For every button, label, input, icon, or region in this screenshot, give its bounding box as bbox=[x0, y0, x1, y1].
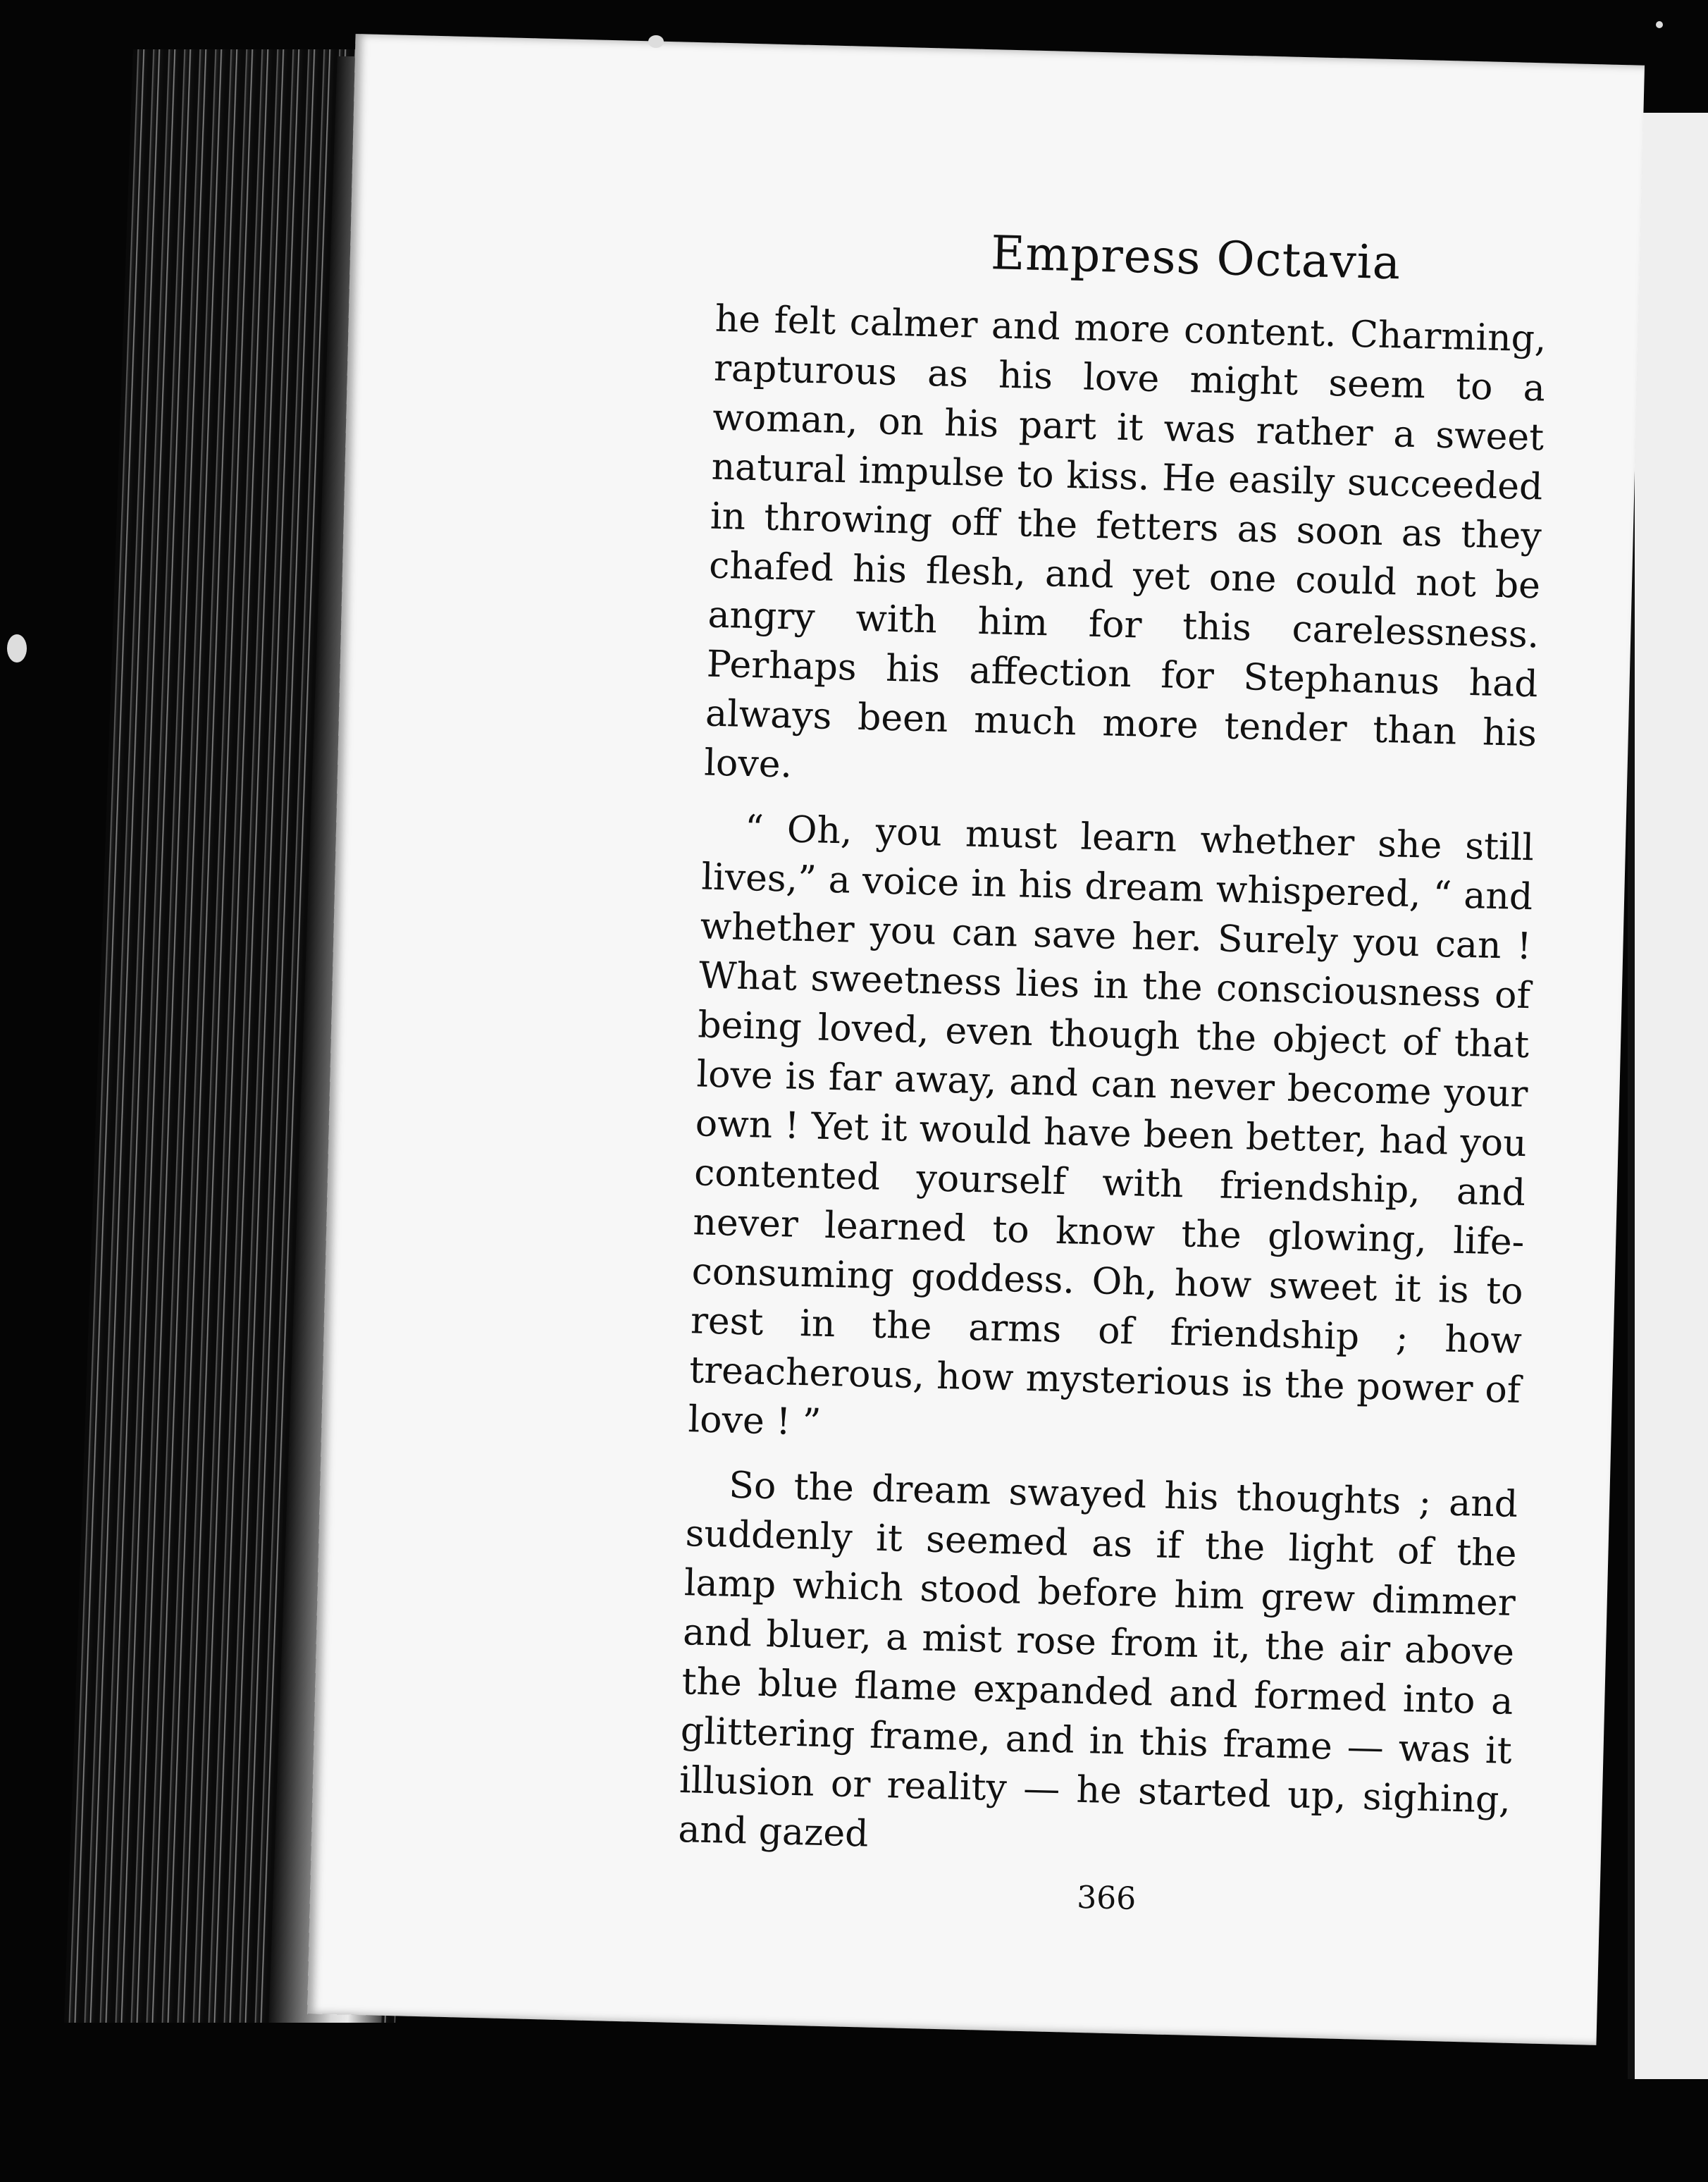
running-title: Empress Octavia bbox=[990, 226, 1402, 290]
scan-speck bbox=[648, 35, 664, 48]
paragraph-1: he felt calmer and more content. Charming, rapturous as his love might seem to a woman, on his part it was rather a sweet natural impulse to kiss. He easily succeeded in throwing off the fetters as soon as they chafed his flesh, and yet one could not be angry with him for this carelessness. Perhaps his affection for Stephanus had always been much more tender than his love. bbox=[703, 297, 1547, 787]
page-number: 366 bbox=[1076, 1879, 1137, 1917]
scan-speck bbox=[7, 634, 27, 662]
scan-speck bbox=[1656, 21, 1663, 28]
paragraph-3: So the dream swayed his thoughts ; and suddenly it seemed as if the light of the lamp which stood before him grew dimmer and bluer, a mist rose from it, the air above the blue flame expanded and formed into a glittering frame, and in this frame — was it illusion or reality — he started up, sighing, and gazed bbox=[677, 1464, 1518, 1856]
adjacent-page bbox=[1628, 113, 1708, 2079]
book-page bbox=[307, 34, 1645, 2045]
page-text-block bbox=[676, 219, 1549, 1926]
paragraph-2: “ Oh, you must learn whether she still lives,” a voice in his dream whispered, “ and whether you can save her. Surely you can ! What sweetness lies in the consciousness of being loved, even though the object of that love is far away, and can never become your own ! Yet it would have been better, had you contented yourself with friendship, and never learned to know the glowing, life-consuming goddess. Oh, how sweet it is to rest in the arms of friendship ; how treacherous, how mysterious is the power of love ! ” bbox=[687, 807, 1535, 1444]
